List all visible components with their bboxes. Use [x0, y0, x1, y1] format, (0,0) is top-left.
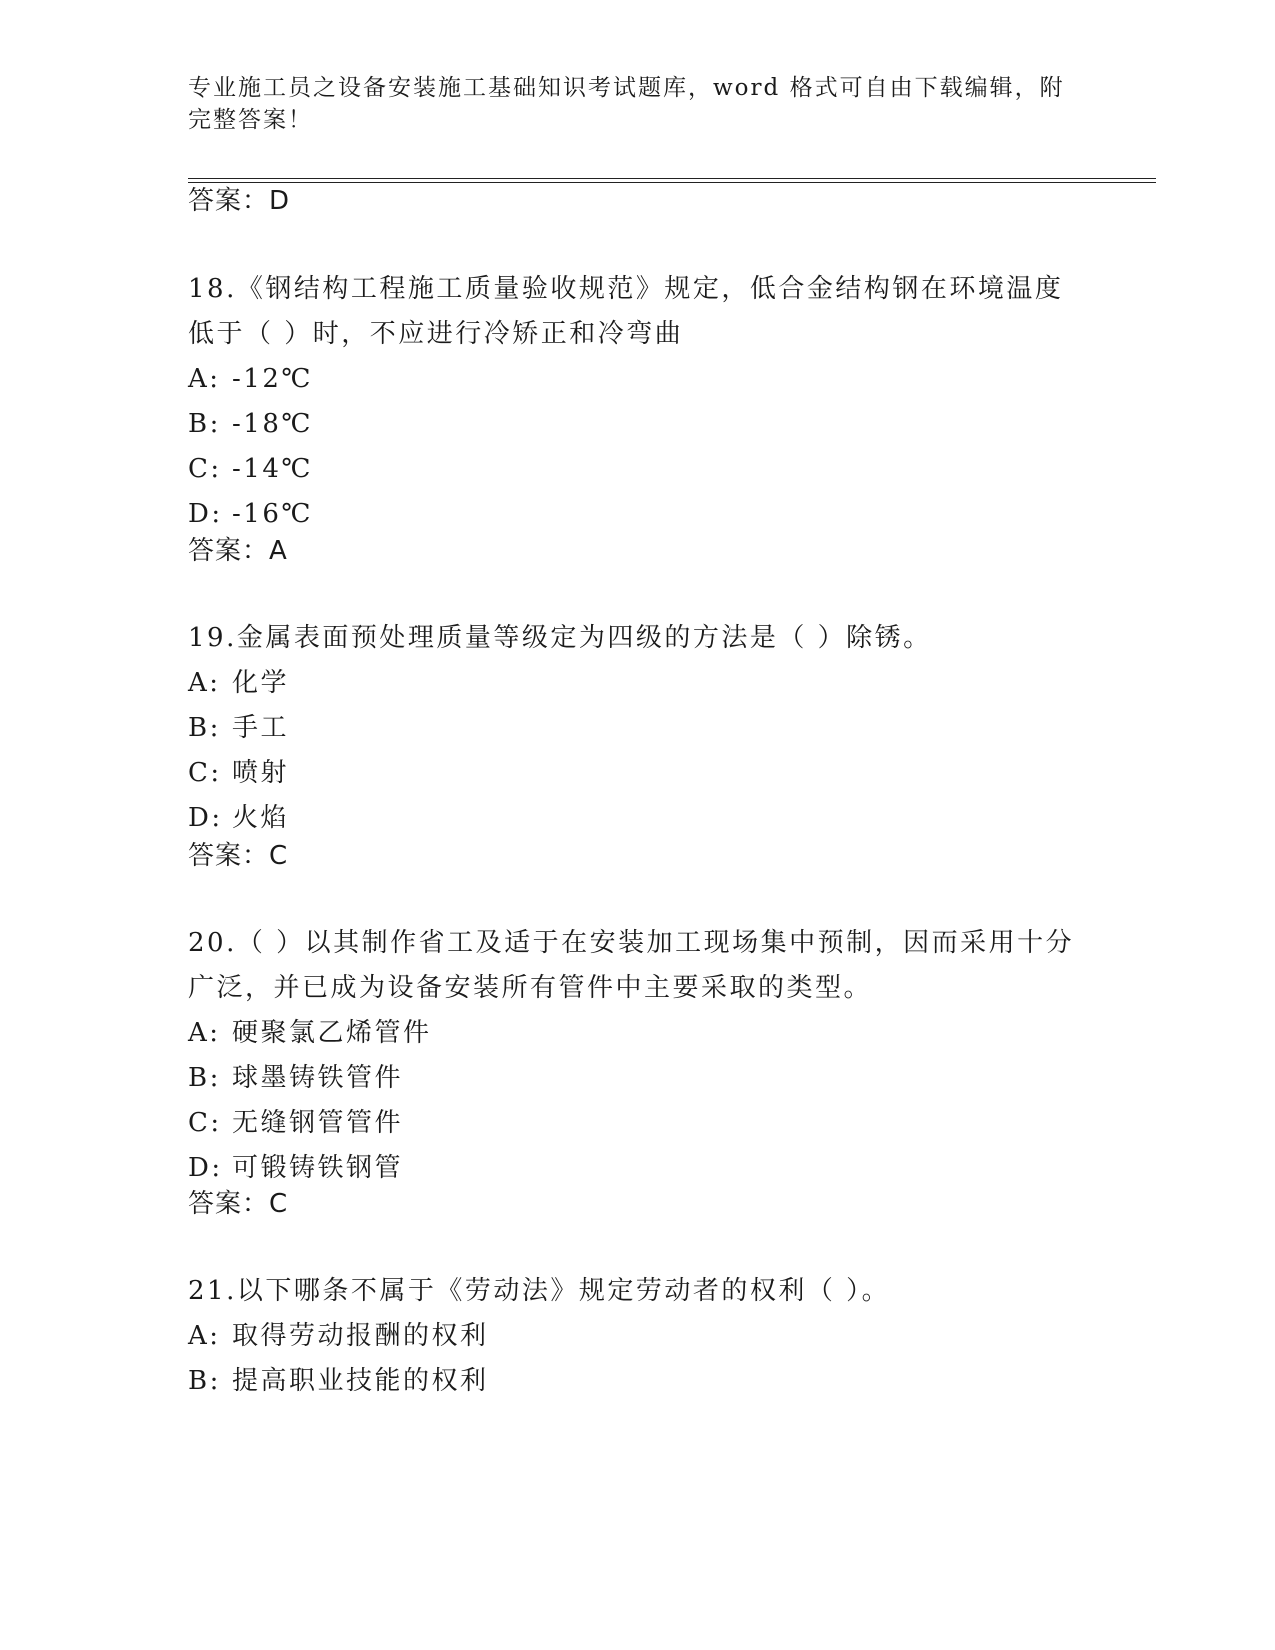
option-key: C: — [188, 454, 222, 484]
option-text: 无缝钢管管件 — [232, 1108, 404, 1138]
option-key: D: — [188, 499, 223, 529]
option-a — [188, 661, 1088, 706]
option-key: B: — [188, 1063, 221, 1093]
option-key: A: — [188, 1321, 221, 1351]
option-key: A: — [188, 1018, 221, 1048]
option-a — [188, 1011, 1088, 1056]
header-divider — [188, 178, 1156, 183]
option-text: 硬聚氯乙烯管件 — [232, 1018, 432, 1048]
option-text: -16℃ — [232, 499, 313, 529]
question-20 — [188, 921, 1088, 1191]
answer-18: 答案：A — [188, 536, 288, 566]
option-d — [188, 796, 1088, 841]
answer-19: 答案：C — [188, 841, 289, 871]
option-text: 化学 — [232, 668, 290, 698]
option-c — [188, 447, 1088, 492]
option-key: A: — [188, 364, 221, 394]
option-text: 手工 — [232, 713, 290, 743]
question-19 — [188, 616, 1088, 841]
option-c — [188, 1101, 1088, 1146]
option-b — [188, 1359, 1088, 1404]
option-key: C: — [188, 758, 222, 788]
question-18 — [188, 267, 1088, 537]
answer-17: 答案：D — [188, 186, 291, 216]
option-key: B: — [188, 713, 221, 743]
option-a — [188, 357, 1088, 402]
question-21 — [188, 1269, 1088, 1404]
question-text: 20.（ ）以其制作省工及适于在安装加工现场集中预制，因而采用十分广泛，并已成为设备安装所有管件中主要采取的类型。 — [188, 928, 1075, 1003]
option-text: 球墨铸铁管件 — [232, 1063, 404, 1093]
option-text: -12℃ — [232, 364, 313, 394]
option-a — [188, 1314, 1088, 1359]
option-key: D: — [188, 1153, 223, 1183]
option-d — [188, 1146, 1088, 1191]
option-key: C: — [188, 1108, 222, 1138]
option-text: -14℃ — [232, 454, 313, 484]
option-d — [188, 492, 1088, 537]
option-key: B: — [188, 1366, 221, 1396]
option-key: B: — [188, 409, 221, 439]
option-b — [188, 1056, 1088, 1101]
option-text: -18℃ — [232, 409, 313, 439]
question-text: 21.以下哪条不属于《劳动法》规定劳动者的权利（ ）。 — [188, 1276, 891, 1306]
option-text: 可锻铸铁钢管 — [232, 1153, 404, 1183]
option-key: A: — [188, 668, 221, 698]
question-text: 19.金属表面预处理质量等级定为四级的方法是（ ）除锈。 — [188, 623, 932, 653]
document-header: 专业施工员之设备安装施工基础知识考试题库，word 格式可自由下载编辑，附完整答案！ — [188, 75, 1065, 133]
option-c — [188, 751, 1088, 796]
option-text: 喷射 — [232, 758, 290, 788]
option-b — [188, 706, 1088, 751]
option-text: 提高职业技能的权利 — [232, 1366, 489, 1396]
option-key: D: — [188, 803, 223, 833]
option-text: 火焰 — [232, 803, 290, 833]
question-text: 18.《钢结构工程施工质量验收规范》规定，低合金结构钢在环境温度低于（ ）时，不应进行冷矫正和冷弯曲 — [188, 274, 1064, 349]
answer-20: 答案：C — [188, 1189, 289, 1219]
option-b — [188, 402, 1088, 447]
option-text: 取得劳动报酬的权利 — [232, 1321, 489, 1351]
